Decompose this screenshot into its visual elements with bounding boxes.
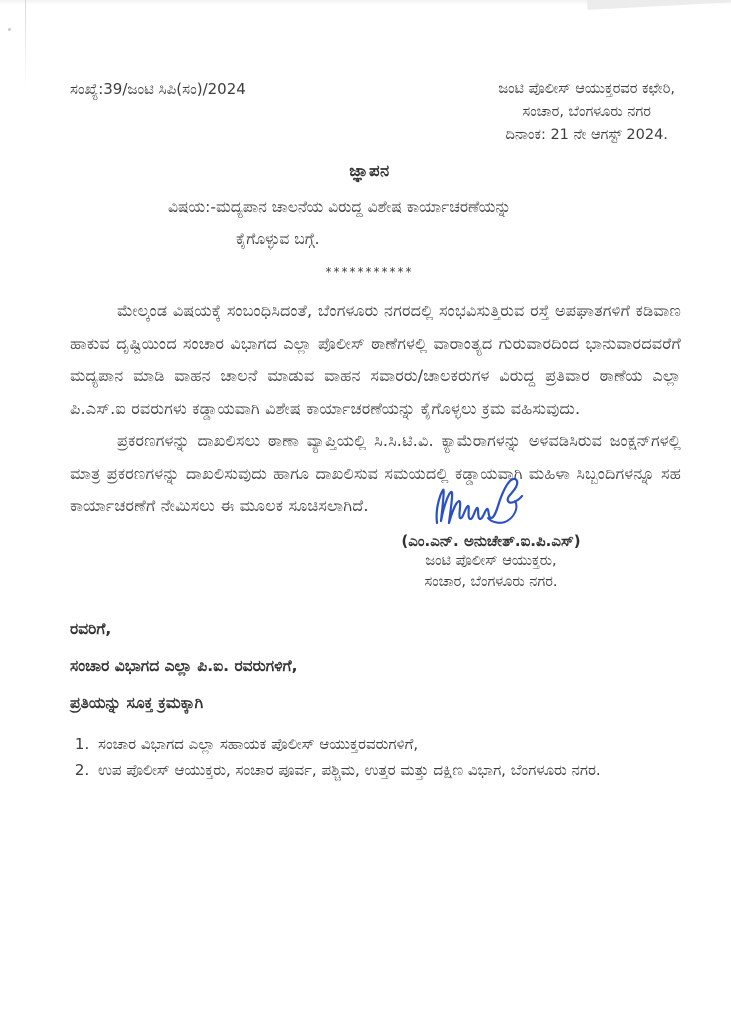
body-paragraph-2: ಪ್ರಕರಣಗಳನ್ನು ದಾಖಲಿಸಲು ಠಾಣಾ ವ್ಯಾಪ್ತಿಯಲ್ಲಿ ಸಿ.ಸಿ.ಟಿ.ವಿ. ಕ್ಯಾಮೆರಾಗಳನ್ನು ಅಳವಡಿಸಿರುವ ಜಂಕ್ಷನ್‌ಗಳಲ್ಲಿ ಮಾತ್ರ ಪ್ರಕರಣಗಳನ್ನು ದಾಖಲಿಸುವುದು ಹಾಗೂ ದಾಖಲಿಸುವ ಸಮಯದಲ್ಲಿ ಕಡ್ಡಾಯವಾಗಿ ಮಹಿಳಾ ಸಿಬ್ಬಂದಿಗಳನ್ನೂ ಸಹ ಕಾರ್ಯಾಚರಣೆಗೆ ನೇಮಿಸಲು ಈ ಮೂಲಕ ಸೂಚಿಸಲಾಗಿದೆ.	[70, 431, 681, 515]
copy-distribution-list	[70, 731, 681, 784]
handwritten-signature-icon	[429, 477, 534, 529]
recipient-salutation: ರವರಿಗೆ,	[70, 619, 112, 638]
signature-block	[341, 477, 641, 593]
recipients-block	[70, 617, 681, 715]
recipient-main: ಸಂಚಾರ ವಿಭಾಗದ ಎಲ್ಲಾ ಪಿ.ಐ. ರವರುಗಳಿಗೆ,	[70, 656, 298, 675]
office-city-line: ಸಂಚಾರ, ಬೆಂಗಳೂರು ನಗರ	[522, 104, 651, 120]
date-line: ದಿನಾಂಕ: 21 ನೇ ಆಗಸ್ಟ್ 2024.	[505, 127, 668, 143]
body-paragraph-1: ಮೇಲ್ಕಂಡ ವಿಷಯಕ್ಕೆ ಸಂಬಂಧಿಸಿದಂತೆ, ಬೆಂಗಳೂರು ನಗರದಲ್ಲಿ ಸಂಭವಿಸುತ್ತಿರುವ ರಸ್ತೆ ಅಪಘಾತಗಳಿಗೆ ಕಡಿವಾಣ ಹಾಕುವ ದೃಷ್ಟಿಯಿಂದ ಸಂಚಾರ ವಿಭಾಗದ ಎಲ್ಲಾ ಪೊಲೀಸ್ ಠಾಣೆಗಳಲ್ಲಿ ವಾರಾಂತ್ಯದ ಗುರುವಾರದಿಂದ ಭಾನುವಾರದವರೆಗೆ ಮದ್ಯಪಾನ ಮಾಡಿ ವಾಹನ ಚಾಲನೆ ಮಾಡುವ ವಾಹನ ಸವಾರರು/ಚಾಲಕರುಗಳ ವಿರುದ್ದ ಪ್ರತಿವಾರ ಠಾಣೆಯ ಎಲ್ಲಾ ಪಿ.ಎಸ್.ಐ ರವರುಗಳು ಕಡ್ಡಾಯವಾಗಿ ವಿಶೇಷ ಕಾರ್ಯಾಚರಣೆಯನ್ನು ಕೈಗೊಳ್ಳಲು ಕ್ರಮ ವಹಿಸುವುದು.	[70, 301, 681, 418]
subject-continuation: ಕೈಗೊಳ್ಳುವ ಬಗ್ಗೆ.	[236, 230, 320, 248]
reference-number: ಸಂಖ್ಯೆ:39/ಜಂಟಿ ಸಿಪಿ(ಸಂ)/2024	[70, 80, 246, 98]
copy-list-item: 1. ಸಂಚಾರ ವಿಭಾಗದ ಎಲ್ಲಾ ಸಹಾಯಕ ಪೊಲೀಸ್ ಆಯುಕ್ತರವರುಗಳಿಗೆ,	[94, 731, 681, 758]
office-name-line: ಜಂಟಿ ಪೊಲೀಸ್ ಆಯುಕ್ತರವರ ಕಛೇರಿ,	[498, 81, 675, 97]
office-address-block	[498, 78, 675, 147]
asterisk-divider: ***********	[325, 265, 414, 279]
signatory-name: (ಎಂ.ಎನ್. ಅನುಚೇತ್.ಐ.ಪಿ.ಎಸ್)	[401, 531, 581, 550]
signatory-office: ಸಂಚಾರ, ಬೆಂಗಳೂರು ನಗರ.	[424, 573, 558, 590]
letterhead	[70, 78, 681, 147]
copy-list-item: 2. ಉಪ ಪೊಲೀಸ್ ಆಯುಕ್ತರು, ಸಂಚಾರ ಪೂರ್ವ, ಪಶ್ಚಿಮ, ಉತ್ತರ ಮತ್ತು ದಕ್ಷಿಣ ವಿಭಾಗ, ಬೆಂಗಳೂರು ನಗರ.	[94, 757, 681, 784]
subject-block	[168, 191, 681, 255]
memo-title: ಜ್ಞಾಪನ	[349, 161, 390, 180]
signatory-designation: ಜಂಟಿ ಪೊಲೀಸ್ ಆಯುಕ್ತರು,	[425, 552, 557, 569]
subject-line: ವಿಷಯ:-ಮದ್ಯಪಾನ ಚಾಲನೆಯ ವಿರುದ್ದ ವಿಶೇಷ ಕಾರ್ಯಾಚರಣೆಯನ್ನು	[168, 198, 512, 216]
copy-forwarding-note: ಪ್ರತಿಯನ್ನು ಸೂಕ್ತ ಕ್ರಮಕ್ಕಾಗಿ	[70, 693, 204, 712]
